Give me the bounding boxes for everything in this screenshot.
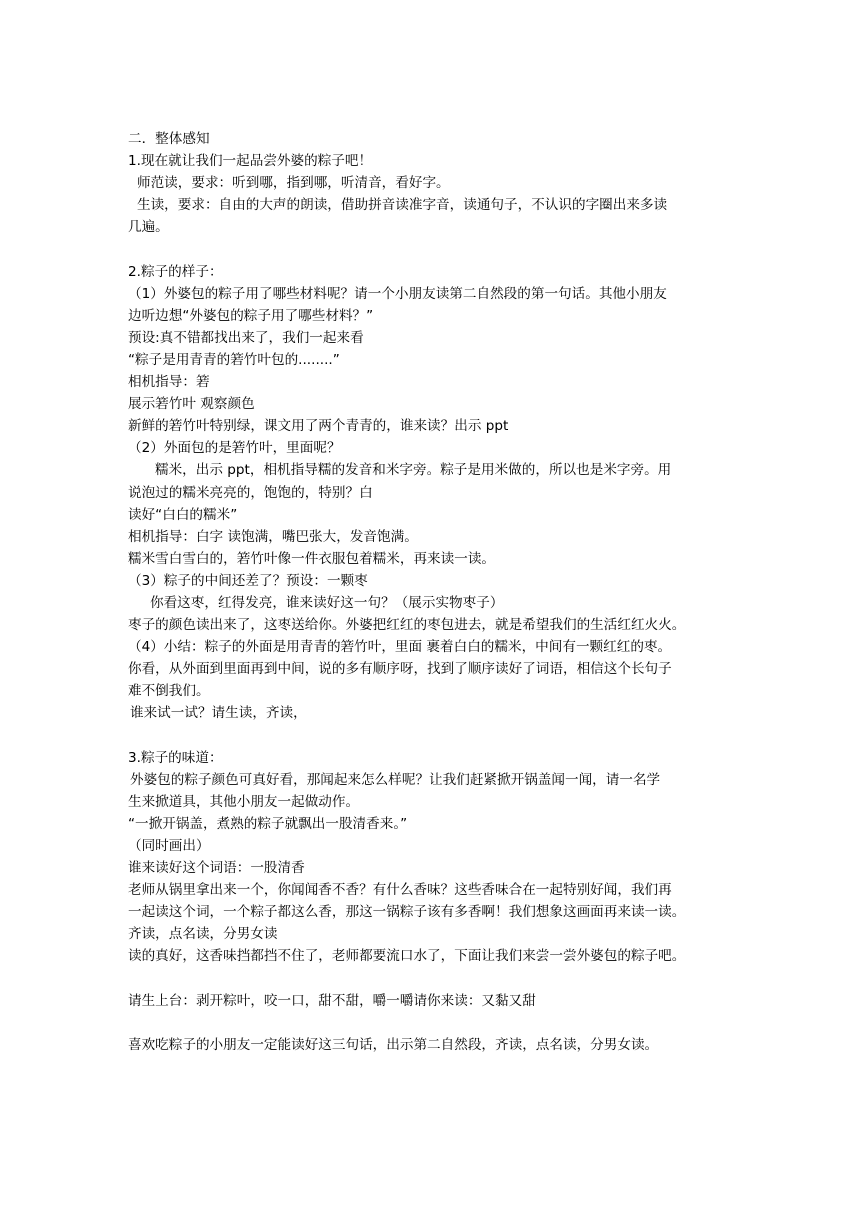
paragraph-line: 生来掀道具，其他小朋友一起做动作。 [128, 793, 360, 810]
paragraph-line: （4）小结：粽子的外面是用青青的箬竹叶，里面 裹着白白的糯米，中间有一颗红红的枣。 [128, 639, 672, 656]
paragraph-line: 说泡过的糯米亮亮的，饱饱的，特别？白 [128, 484, 373, 501]
paragraph-line: 相机指导：白字 读饱满，嘴巴张大，发音饱满。 [128, 528, 418, 545]
blank-line [128, 968, 738, 990]
blank-line [128, 725, 738, 747]
blank-line [128, 238, 738, 260]
section-heading: 二．整体感知 [128, 131, 210, 147]
paragraph-line: （2）外面包的是箬竹叶，里面呢？ [128, 440, 341, 457]
paragraph-line: 请生上台：剥开粽叶，咬一口，甜不甜，嚼一嚼请你来读：又黏又甜 [128, 992, 536, 1009]
paragraph-line: 喜欢吃粽子的小朋友一定能读好这三句话，出示第二自然段，齐读，点名读，分男女读。 [128, 1036, 659, 1053]
paragraph-line: （1）外婆包的粽子用了哪些材料呢？请一个小朋友读第二自然段的第一句话。其他小朋友 [128, 285, 667, 302]
paragraph-line: “粽子是用青青的箬竹叶包的........” [128, 351, 340, 368]
paragraph-line: 糯米雪白雪白的，箬竹叶像一件衣服包着糯米，再来读一读。 [128, 550, 496, 567]
paragraph-line: 糯米，出示 ppt，相机指导糯的发音和米字旁。粽子是用米做的，所以也是米字旁。用 [155, 462, 672, 479]
paragraph-line: 生读，要求：自由的大声的朗读，借助拼音读准字音，读通句子，不认识的字圈出来多读 [137, 197, 668, 214]
paragraph-line: 相机指导：箬 [128, 374, 210, 391]
paragraph-line: 读好“白白的糯米” [128, 506, 238, 523]
paragraph-line: 读的真好，这香味挡都挡不住了，老师都要流口水了，下面让我们来尝一尝外婆包的粽子吧。 [128, 948, 686, 965]
paragraph-line: （3）粽子的中间还差了？预设：一颗枣 [128, 572, 368, 589]
paragraph-line: 齐读，点名读，分男女读 [128, 926, 278, 943]
paragraph-line: 几遍。 [128, 219, 169, 236]
paragraph-line: “一掀开锅盖，煮熟的粽子就飘出一股清香来。” [128, 815, 408, 832]
paragraph-line: 你看，从外面到里面再到中间，说的多有顺序呀，找到了顺序读好了词语，相信这个长句子 [128, 661, 672, 678]
paragraph-line: 新鲜的箬竹叶特别绿，课文用了两个青青的，谁来读？出示 ppt [128, 418, 509, 435]
paragraph-line: 枣子的颜色读出来了，这枣送给你。外婆把红红的枣包进去，就是希望我们的生活红红火火。 [128, 617, 686, 634]
document-body [128, 128, 738, 1056]
paragraph-line: 外婆包的粽子颜色可真好看，那闻起来怎么样呢？让我们赶紧掀开锅盖闻一闻，请一名学 [130, 771, 661, 788]
paragraph-line: 谁来读好这个词语：一股清香 [128, 860, 305, 877]
paragraph-line: 1.现在就让我们一起品尝外婆的粽子吧！ [128, 153, 373, 170]
blank-line [128, 1012, 738, 1034]
paragraph-line: 边听边想“外婆包的粽子用了哪些材料？” [128, 307, 374, 324]
section-heading: 2.粽子的样子： [128, 263, 223, 280]
paragraph-line: 预设:真不错都找出来了，我们一起来看 [128, 329, 364, 346]
paragraph-line: 一起读这个词，一个粽子都这么香，那这一锅粽子该有多香啊！我们想象这画面再来读一读。 [128, 904, 686, 921]
section-heading: 3.粽子的味道： [128, 749, 223, 766]
paragraph-line: 师范读，要求：听到哪，指到哪，听清音，看好字。 [137, 175, 450, 192]
paragraph-line: 你看这枣，红得发亮，谁来读好这一句？（展示实物枣子） [150, 594, 504, 611]
paragraph-line: 谁来试一试？请生读，齐读， [130, 705, 307, 722]
paragraph-line: 展示箬竹叶 观察颜色 [128, 396, 255, 413]
paragraph-line: （同时画出） [128, 838, 210, 854]
paragraph-line: 老师从锅里拿出来一个，你闻闻香不香？有什么香味？这些香味合在一起特别好闻，我们再 [128, 882, 672, 899]
paragraph-line: 难不倒我们。 [128, 683, 210, 700]
